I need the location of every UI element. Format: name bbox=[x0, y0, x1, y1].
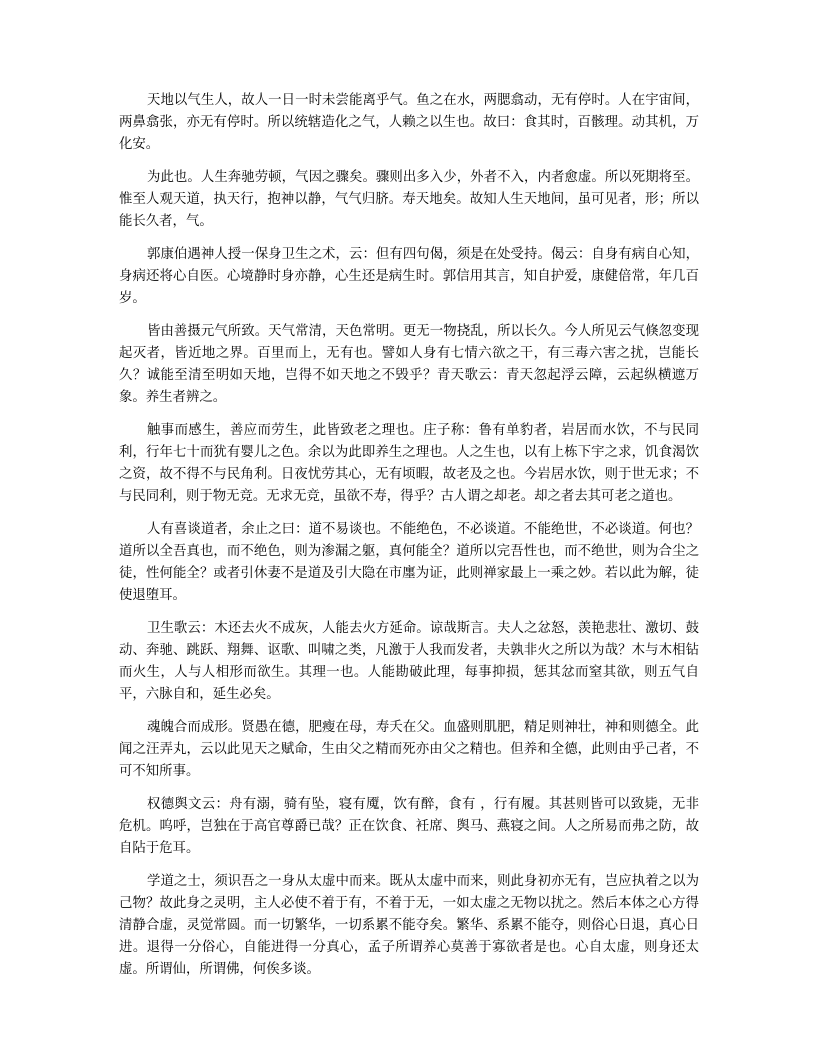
paragraph-7: 卫生歌云：木还去火不成灰，人能去火方延命。谅哉斯言。夫人之忿怒，羡艳悲壮、激切、鼓动、奔驰、跳跃、翔舞、讴歌、叫啸之类，凡激于人我而发者，夫孰非火之所以为哉？木与木相钻而火生，人与人相形而欲生。其理一也。人能勘破此理，每事抑损，惩其忿而窒其欲，则五气自平，六脉自和，延生必矣。 bbox=[119, 621, 699, 702]
paragraph-3: 郭康伯遇神人授一保身卫生之术，云：但有四句偈，须是在处受持。偈云：自身有病自心知，身病还将心自医。心境静时身亦静，心生还是病生时。郭信用其言，知自护爱，康健倍常，年几百岁。 bbox=[119, 247, 699, 306]
paragraph-2: 为此也。人生奔驰劳顿，气因之骤矣。骤则出多入少，外者不入，内者愈虚。所以死期将至。惟至人观天道，执天行，抱神以静，气气归脐。寿天地矣。故知人生天地间，虽可见者，形；所以能长久者，气。 bbox=[119, 170, 699, 229]
paragraph-4: 皆由善摄元气所致。天气常清，天色常明。更无一物挠乱，所以长久。今人所见云气倏忽变现起灭者，皆近地之界。百里而上，无有也。譬如人身有七情六欲之干，有三毒六害之扰，岂能长久？诚能至清至明如天地，岂得不如天地之不毁乎？青天歌云：青天忽起浮云障，云起纵横遮万象。养生者辨之。 bbox=[119, 324, 699, 405]
paragraph-6: 人有喜谈道者，余止之曰：道不易谈也。不能绝色，不必谈道。不能绝世，不必谈道。何也？道所以全吾真也，而不绝色，则为渗漏之躯，真何能全？道所以完吾性也，而不绝世，则为合尘之徒，性何能全？或者引休妻不是道及引大隐在市廛为证，此则禅家最上一乘之妙。若以此为解，徒使退堕耳。 bbox=[119, 522, 699, 603]
paragraph-1: 天地以气生人，故人一日一时未尝能离乎气。鱼之在水，两腮翕动，无有停时。人在宇宙间，两鼻翕张，亦无有停时。所以统辖造化之气，人赖之以生也。故曰：食其时，百骸理。动其机，万化安。 bbox=[119, 93, 699, 152]
paragraph-5: 触事而感生，善应而劳生，此皆致老之理也。庄子称：鲁有单豹者，岩居而水饮，不与民同利，行年七十而犹有婴儿之色。余以为此即养生之理也。人之生也，以有上栋下宇之求，饥食渴饮之资，故不得不与民角利。日夜忧劳其心，无有顷暇，故老及之也。今岩居水饮，则于世无求；不与民同利，则于物无竞。无求无竞，虽欲不寿，得乎？古人谓之却老。却之者去其可老之道也。 bbox=[119, 423, 699, 504]
paragraph-10: 学道之士，须识吾之一身从太虚中而来。既从太虚中而来，则此身初亦无有，岂应执着之以为己物？故此身之灵明，主人必使不着于有，不着于无，一如太虚之无物以扰之。然后本体之心方得清静合虚，灵觉常圆。而一切繁华，一切系累不能夺矣。繁华、系累不能夺，则俗心日退，真心日进。退得一分俗心，自能进得一分真心，孟子所谓养心莫善于寡欲者是也。心自太虚，则身还太虚。所谓仙，所谓佛，何俟多谈。 bbox=[119, 874, 699, 977]
paragraph-9: 权德舆文云：舟有溺，骑有坠，寝有魇，饮有醉，食有 ，行有履。其甚则皆可以致毙，无非危机。呜呼，岂独在于高官尊爵已哉？正在饮食、衽席、舆马、燕寝之间。人之所易而弗之防，故自阽于危耳。 bbox=[119, 797, 699, 856]
paragraph-8: 魂魄合而成形。贤愚在德，肥瘦在母，寿夭在父。血盛则肌肥，精足则神壮，神和则德全。此闻之汪弄丸，云以此见天之赋命，生由父之精而死亦由父之精也。但养和全德，此则由乎己者，不可不知所事。 bbox=[119, 720, 699, 779]
document-body bbox=[119, 90, 699, 992]
